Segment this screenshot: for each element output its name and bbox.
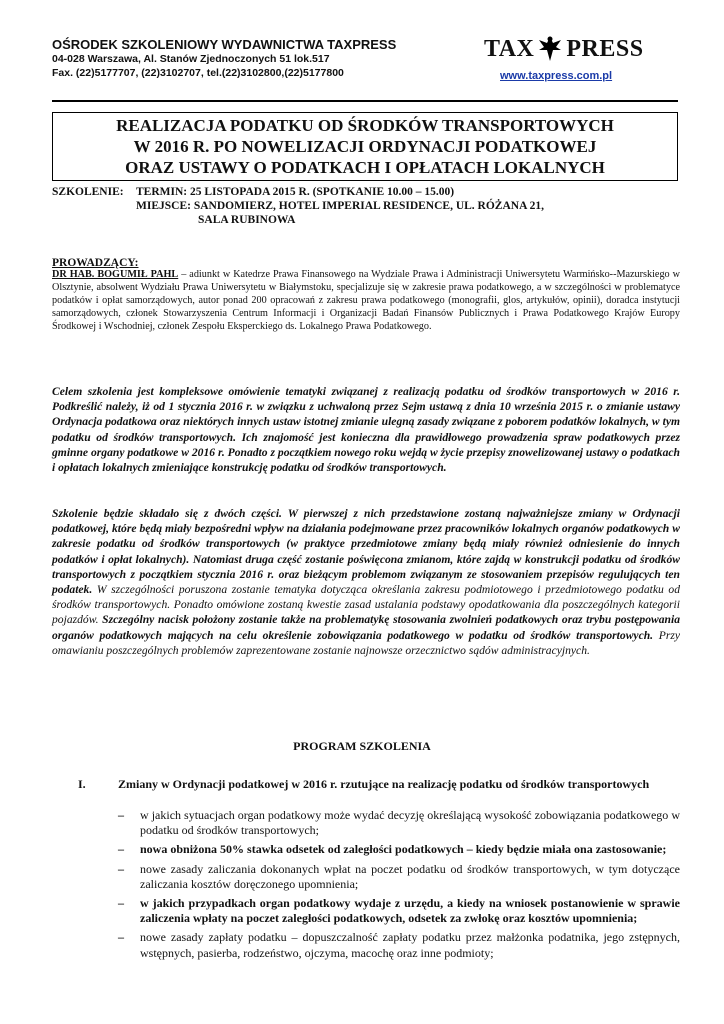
training-room: SALA RUBINOWA [198, 214, 296, 226]
org-contact: Fax. (22)5177707, (22)3102707, tel.(22)3102800,(22)5177800 [52, 67, 344, 79]
dash-bullet: – [118, 930, 124, 945]
lecturer-bio-text: – adiunkt w Katedrze Prawa Finansowego na Wydziale Prawa i Administracji Uniwersytetu Warmińsko--Mazurskiego w Olsztynie, absolwent Wydziału Prawa Uniwersytetu w Białymstoku, specjalizuje się w zakresie prawa podatkowego, a w szczególności w problematyce podatków i opłat samorządowych, autor ponad 200 opracowań z zakresu prawa podatkowego (monografii, glos, artykułów, opinii), doradca instytucji samorządowych, członek Stowarzyszenia Centrum Informacji i Organizacji Badań Finansów Publicznych i Prawa Podatkowego Krajów Europy Środkowej i Wschodniej, członek Zespołu Eksperckiego ds. Lokalnego Prawa Podatkowego. [52, 269, 680, 332]
dash-bullet: – [118, 808, 124, 822]
program-items [118, 808, 680, 965]
title-line-3: ORAZ USTAWY O PODATKACH I OPŁATACH LOKALNYCH [125, 158, 605, 177]
taxpress-logo [484, 30, 644, 68]
program-heading: PROGRAM SZKOLENIA [293, 739, 431, 753]
document-title [52, 112, 678, 181]
training-place: MIEJSCE: SANDOMIERZ, HOTEL IMPERIAL RESIDENCE, UL. RÓŻANA 21, [136, 200, 544, 212]
org-name: OŚRODEK SZKOLENIOWY WYDAWNICTWA TAXPRESS [52, 37, 397, 52]
intro-p2-normal-1: W szczególności poruszona zostanie tematyka dotycząca określania zakresu podmiotowego i przedmiotowego podatku od środków transportowych. Ponadto omówione zostaną kwestie zasad ustalania podstawy opodatkowania dla poszczególnych kategorii pojazdów. [52, 583, 680, 627]
dash-bullet: – [118, 842, 124, 857]
training-date: TERMIN: 25 LISTOPADA 2015 R. (SPOTKANIE 10.00 – 15.00) [136, 186, 455, 198]
list-item: – nowa obniżona 50% stawka odsetek od zaległości podatkowych – kiedy będzie miała ona zastosowanie; [118, 842, 667, 857]
logo-text-right: PRESS [566, 35, 644, 62]
list-item: – nowe zasady zapłaty podatku – dopuszczalność zapłaty podatku przez małżonka podatnika, jego zstępnych, wstępnych, pasierba, rodzeństwo, ojczyma, macochę oraz inne podmioty; [118, 930, 680, 960]
intro-p2-bold-1: Szkolenie będzie składało się z dwóch części. W pierwszej z nich przedstawione zostaną najważniejsze zmiany w Ordynacji podatkowej, które będą miały bezpośredni wpływ na działania podejmowane przez pracowników lokalnych organów podatkowych w zakresie podatku od środków transportowych (w praktyce przedmiotowe zmiany będą miały również odniesienie do innych podatków i opłat lokalnych). Natomiast druga część zostanie poświęcona zmianom, które zajdą w konstrukcji podatku od środków transportowych z początkiem stycznia 2016 r. oraz bieżącym problemom związanym ze stosowaniem przepisów regulujących ten podatek. [52, 507, 680, 597]
header-divider [52, 100, 678, 102]
lecturer-heading: PROWADZĄCY: [52, 257, 139, 269]
intro-p1-text: Celem szkolenia jest kompleksowe omówienie tematyki związanej z realizacją podatku od środków transportowych w 2016 r. Podkreślić należy, iż od 1 stycznia 2016 r. w związku z uchwaloną przez Sejm ustawą z dnia 10 września 2015 r. o zmianie ustawy Ordynacja podatkowa oraz niektórych innych ustaw istotnej zmianie ulegną zasady związane z poborem podatków lokalnych, w tym podatku od środków transportowych. Ich znajomość jest konieczna dla prawidłowego prowadzenia spraw podatkowych przez gminne organy podatkowe w 2016 r. Ponadto z początkiem nowego roku wejdą w życie przepisy znowelizowanej ustawy o podatkach i opłatach lokalnych zmieniające konstrukcję podatku od środków transportowych. [52, 385, 680, 475]
dash-bullet: – [118, 896, 124, 911]
title-line-2: W 2016 R. PO NOWELIZACJI ORDYNACJI PODATKOWEJ [133, 137, 597, 156]
lecturer-name: DR HAB. BOGUMIŁ PAHL [52, 269, 179, 280]
section-title: Zmiany w Ordynacji podatkowej w 2016 r. rzutujące na realizację podatku od środków transportowych [118, 777, 650, 791]
intro-paragraph-2 [52, 506, 680, 658]
list-item: – w jakich sytuacjach organ podatkowy może wydać decyzję określającą wysokość zobowiązania podatkowego w podatku od środków transportowych; [118, 808, 680, 838]
dash-bullet: – [118, 861, 124, 876]
intro-p2-normal-2: Przy omawianiu poszczególnych problemów zaprezentowane zostanie najnowsze orzecznictwo sądów administracyjnych. [52, 628, 680, 657]
intro-p2-bold-2: Szczególny nacisk położony zostanie także na problematykę stosowania zwolnień podatkowych oraz trybu postępowania organów podatkowych mających na celu określenie zobowiązania podatkowego w podatku od środków transportowych. [52, 613, 681, 642]
list-item: – nowe zasady zaliczania dokonanych wpłat na poczet podatku od środków transportowych, w tym dotyczące zaliczania kosztów doręczonego upomnienia; [118, 861, 680, 891]
section-number: I. [78, 777, 86, 791]
eagle-emblem-icon [537, 34, 563, 64]
intro-paragraph-1 [52, 384, 680, 475]
title-line-1: REALIZACJA PODATKU OD ŚRODKÓW TRANSPORTOWYCH [116, 116, 614, 135]
list-item: – w jakich przypadkach organ podatkowy wydaje z urzędu, a kiedy na wniosek postanowienie w sprawie zaliczenia wpłaty na poczet zaległości podatkowych, odsetek za zwłokę oraz kosztów upomnienia; [118, 896, 680, 926]
logo-text-left: TAX [484, 35, 535, 62]
training-label: SZKOLENIE: [52, 186, 124, 198]
org-address: 04-028 Warszawa, Al. Stanów Zjednoczonych 51 lok.517 [52, 53, 330, 65]
lecturer-bio [52, 268, 680, 333]
website-link[interactable]: www.taxpress.com.pl [500, 70, 613, 82]
